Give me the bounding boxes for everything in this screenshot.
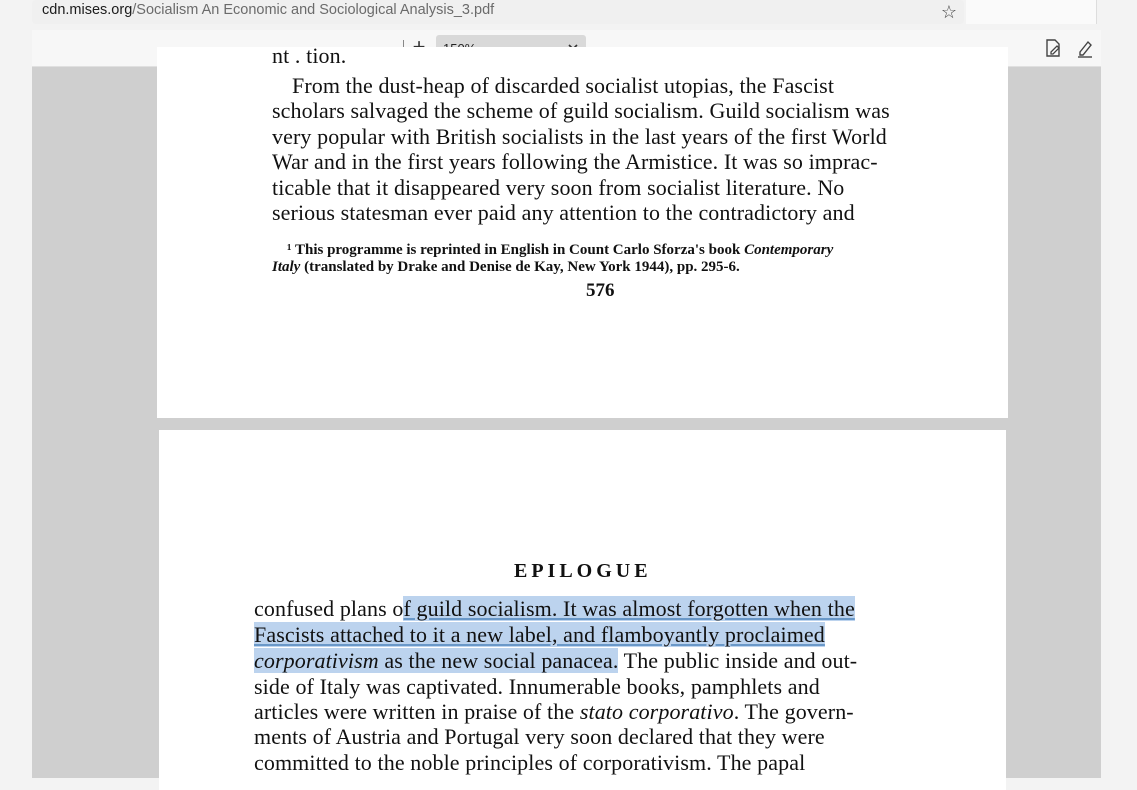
text-span: confused plans o xyxy=(254,596,404,621)
text-span: articles were written in praise of the xyxy=(254,699,580,724)
page-text-line-cut: nt . tion. xyxy=(272,43,347,68)
highlighted-text[interactable]: f guild socialism. It was almost forgotten when the xyxy=(403,596,855,621)
pdf-page-epilogue xyxy=(159,430,1006,790)
text-span: . The govern- xyxy=(733,699,854,724)
page-text-line: very popular with British socialists in the last years of the first World xyxy=(272,124,887,149)
draw-pen-icon[interactable] xyxy=(1075,38,1095,58)
footnote-line xyxy=(287,242,833,259)
url-text[interactable] xyxy=(42,2,494,18)
footnote-line xyxy=(272,259,740,276)
text-span: The public inside and out- xyxy=(618,648,858,673)
pdf-page-576 xyxy=(157,43,1008,418)
highlighted-text[interactable]: Fascists attached to it a new label, and flamboyantly proclaimed xyxy=(254,622,825,647)
page-heading: EPILOGUE xyxy=(514,560,652,582)
footnote-text: ¹ This programme is reprinted in English in Count Carlo Sforza's book xyxy=(287,242,745,258)
pdf-viewer[interactable] xyxy=(32,43,1101,778)
highlighted-text[interactable] xyxy=(254,648,618,673)
page-text-line: From the dust-heap of discarded socialist utopias, the Fascist xyxy=(292,73,835,98)
page-text-line xyxy=(254,622,825,648)
page-number: 576 xyxy=(586,280,615,301)
bookmark-star-icon[interactable]: ☆ xyxy=(940,2,958,22)
page-text-line: ments of Austria and Portugal very soon declared that they were xyxy=(254,724,825,749)
italic-text: corporativism xyxy=(254,648,379,673)
url-path: /Socialism An Economic and Sociological Analysis_3.pdf xyxy=(132,2,495,18)
text-span: as the new social panacea. xyxy=(378,648,619,673)
page-text-line: side of Italy was captivated. Innumerable books, pamphlets and xyxy=(254,674,820,699)
edit-pdf-icon[interactable] xyxy=(1043,38,1063,58)
page-text-line xyxy=(254,596,855,622)
footnote-italic: Italy xyxy=(272,259,301,275)
italic-text: stato corporativo xyxy=(579,699,734,724)
footnote-text: (translated by Drake and Denise de Kay, New York 1944), pp. 295-6. xyxy=(300,259,740,275)
footnote-italic: Contemporary xyxy=(744,242,834,258)
extension-area xyxy=(966,0,1097,24)
page-text-line: serious statesman ever paid any attention to the contradictory and xyxy=(272,200,855,225)
page-text-line: scholars salvaged the scheme of guild socialism. Guild socialism was xyxy=(272,98,890,123)
page-text-line: ticable that it disappeared very soon from socialist literature. No xyxy=(272,175,845,200)
page-text-line: committed to the noble principles of corporativism. The papal xyxy=(254,750,806,775)
url-host: cdn.mises.org xyxy=(42,2,133,18)
page-text-line xyxy=(254,699,854,725)
page-text-line xyxy=(254,648,857,674)
page-text-line: War and in the first years following the Armistice. It was so imprac- xyxy=(272,149,878,174)
